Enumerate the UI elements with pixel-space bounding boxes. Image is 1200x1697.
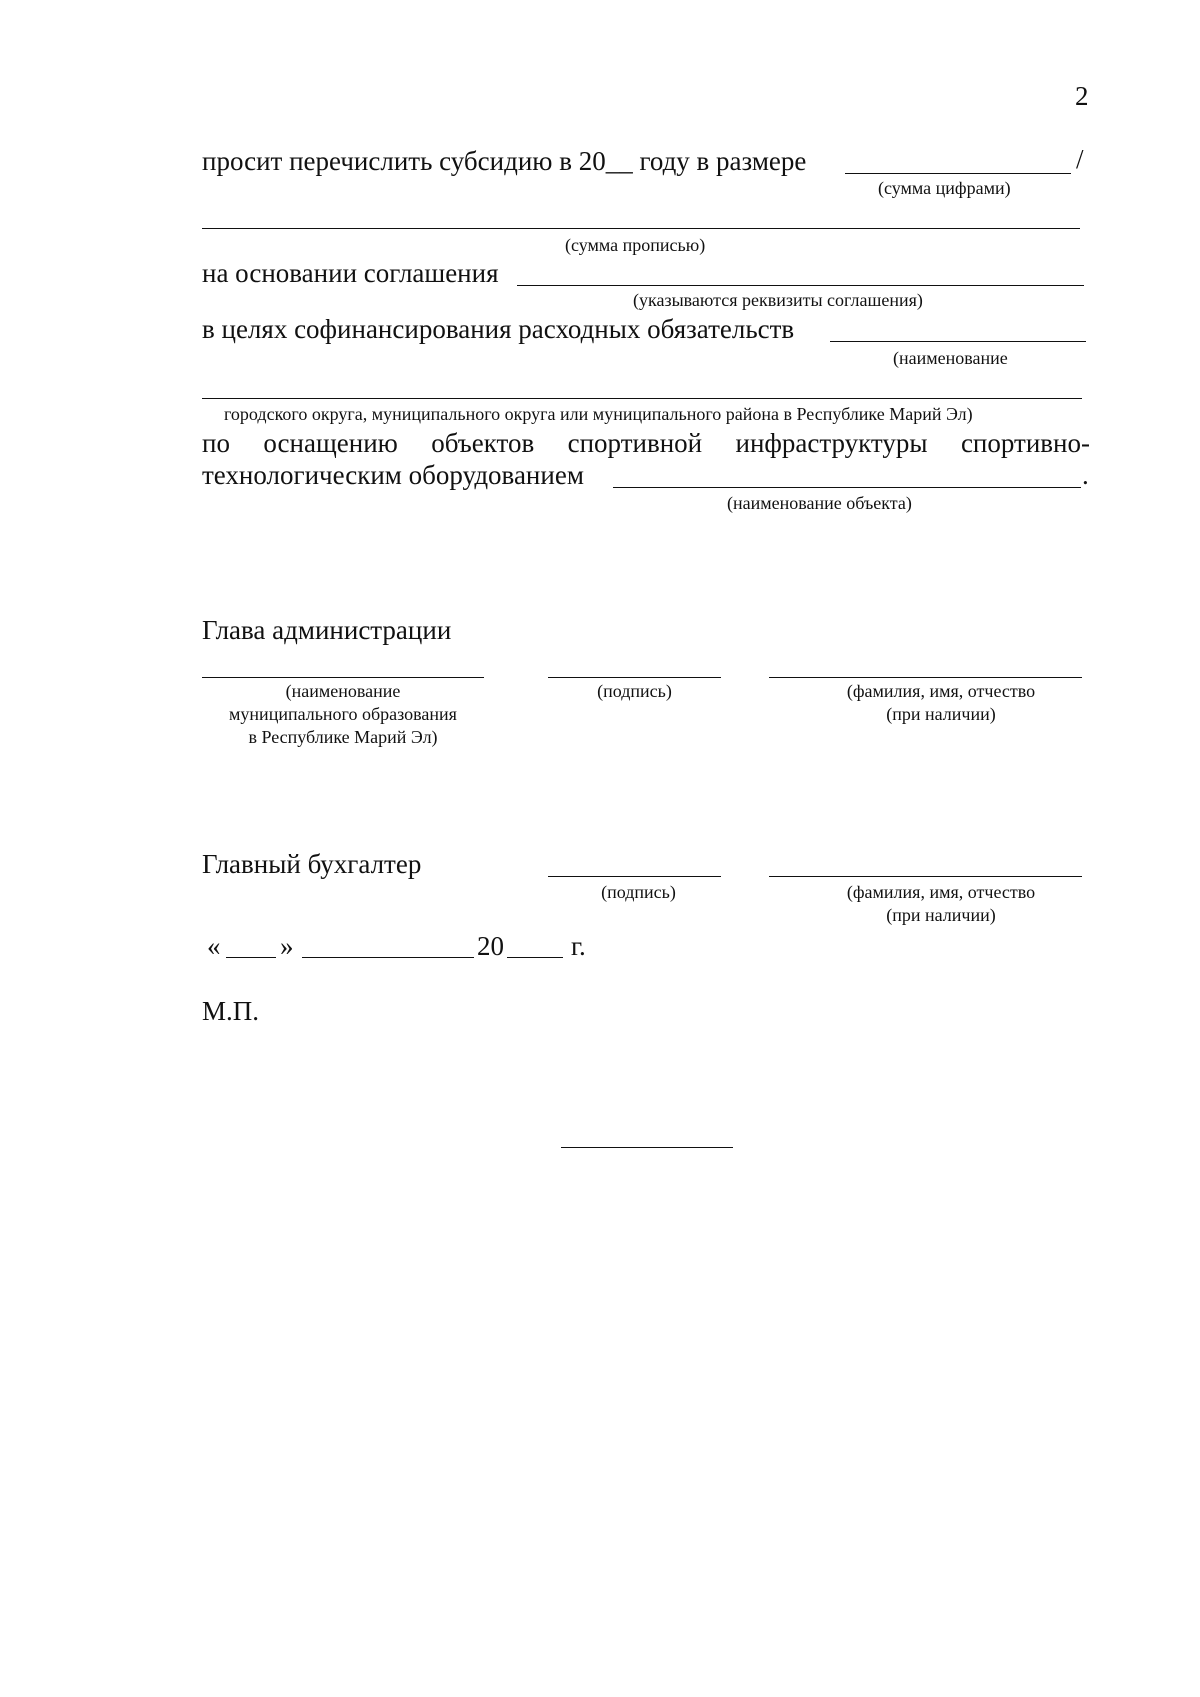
object-name-caption: (наименование объекта) — [727, 493, 912, 513]
equipment-line-2: технологическим оборудованием — [202, 460, 584, 490]
head-caption-mun-2: муниципального образования — [229, 704, 457, 724]
head-caption-mun-1: (наименование — [285, 681, 401, 701]
cofinancing-caption-2: городского округа, муниципального округа или муниципального района в Республике Марий Эл) — [224, 404, 973, 424]
head-caption-name-2: (при наличии) — [886, 704, 996, 724]
agreement-text: на основании соглашения — [202, 258, 499, 288]
accountant-caption-name-1: (фамилия, имя, отчество — [846, 882, 1036, 902]
date-year-line — [507, 957, 563, 958]
accountant-caption-name-2: (при наличии) — [886, 905, 996, 925]
head-name-line — [769, 677, 1082, 678]
cofinancing-line — [830, 341, 1086, 342]
date-open-quote: « — [207, 931, 221, 961]
head-caption-name-1: (фамилия, имя, отчество — [846, 681, 1036, 701]
equipment-line-1 — [202, 427, 1090, 459]
accountant-title: Главный бухгалтер — [202, 849, 422, 879]
equipment-word: спортивной — [567, 428, 703, 458]
equipment-word: объектов — [431, 428, 535, 458]
head-title: Глава администрации — [202, 615, 452, 645]
closing-rule — [561, 1147, 733, 1148]
stamp-place: М.П. — [202, 996, 260, 1026]
head-municipality-line — [202, 677, 484, 678]
municipality-line — [202, 398, 1082, 399]
accountant-signature-line — [548, 876, 721, 877]
date-day-line — [226, 957, 276, 958]
sum-digits-line — [845, 173, 1071, 174]
cofinancing-caption-1: (наименование — [893, 348, 1008, 368]
sum-words-caption: (сумма прописью) — [565, 235, 706, 255]
request-text: просит перечислить субсидию в 20__ году в размере — [202, 146, 807, 176]
object-name-line — [613, 487, 1081, 488]
page-number: 2 — [1075, 81, 1089, 111]
request-slash: / — [1076, 144, 1084, 174]
equipment-word: по — [202, 428, 230, 458]
date-close-quote: » — [280, 931, 294, 961]
date-month-line — [302, 957, 474, 958]
equipment-word: инфраструктуры — [735, 428, 928, 458]
date-year-suffix: г. — [571, 931, 586, 961]
accountant-caption-signature: (подпись) — [601, 882, 676, 902]
sum-digits-caption: (сумма цифрами) — [878, 178, 1011, 198]
agreement-line — [517, 285, 1084, 286]
sum-words-line — [202, 228, 1080, 229]
accountant-name-line — [769, 876, 1082, 877]
head-signature-line — [548, 677, 721, 678]
head-caption-signature: (подпись) — [597, 681, 672, 701]
head-caption-mun-3: в Республике Марий Эл) — [248, 727, 438, 747]
equipment-word: спортивно- — [960, 428, 1090, 458]
cofinancing-text: в целях софинансирования расходных обязательств — [202, 314, 795, 344]
equipment-period: . — [1082, 460, 1089, 490]
equipment-word: оснащению — [263, 428, 398, 458]
agreement-caption: (указываются реквизиты соглашения) — [633, 290, 923, 310]
date-year-prefix: 20 — [477, 931, 504, 961]
